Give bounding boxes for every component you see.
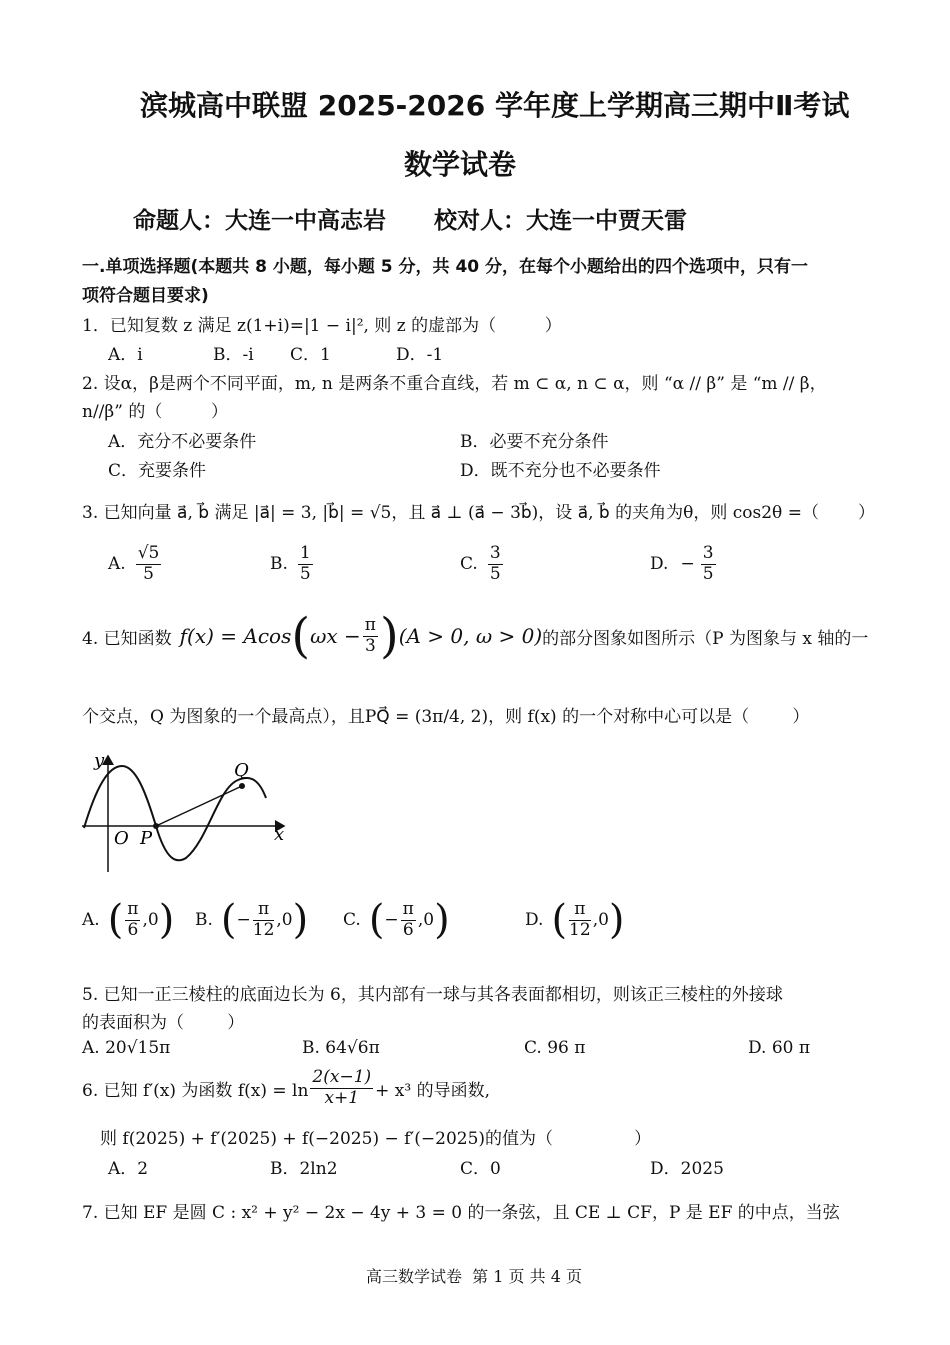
q4-c-close: ) [434,897,450,944]
question-5-line1: 5. 已知一正三棱柱的底面边长为 6，其内部有一球与其各表面都相切，则该正三棱柱的外接球 [82,985,783,1005]
q4-condition: (A > 0, ω > 0) [398,624,543,648]
question-6-line2: 则 f(2025) + f′(2025) + f(−2025) − f′(−2025)的值为（ ） [100,1129,652,1149]
section-heading-line2: 项符合题目要求) [82,286,209,306]
q4-a-numerator: π [127,899,139,919]
q4-a-fraction [125,900,140,940]
q4-open-paren: ( [291,608,311,664]
q6-option-c: C．0 [460,1159,501,1179]
q3-b-denominator: 5 [299,563,311,584]
q5-option-a: A. 20√15π [82,1038,171,1058]
q3-option-a [108,544,163,584]
q1-option-c: C．1 [290,345,331,365]
q6-fraction [310,1068,373,1108]
question-2-line2: n//β” 的（ ） [82,402,228,422]
q3-c-denominator: 5 [489,563,501,584]
q3-d-denominator: 5 [702,563,714,584]
q4-d-tail: ,0 [592,910,609,931]
q4-option-d [525,897,625,944]
q4-a-open: ( [107,897,124,944]
q4-c-numerator: π [402,899,414,919]
q3-option-b-fraction [298,544,313,584]
q4-pi: π [364,614,376,635]
q6-option-b: B．2ln2 [270,1159,338,1179]
origin-label: O [114,828,129,849]
q4-close-paren: ) [379,608,399,664]
point-q [239,783,245,789]
exam-authors: 命题人：大连一中高志岩 校对人：大连一中贾天雷 [133,208,688,234]
q1-option-b: B．-i [213,345,254,365]
q3-option-d-fraction [701,544,716,584]
q4-option-c-label: C. [343,910,361,931]
q6-prefix: 6. 已知 f′(x) 为函数 f(x) = ln [82,1080,309,1101]
q4-c-denominator: 6 [402,919,414,940]
q6-denominator: x+1 [324,1087,360,1108]
exam-title: 滨城高中联盟 2025-2026 学年度上学期高三期中Ⅱ考试 [140,89,850,122]
exam-subject: 数学试卷 [404,148,517,181]
q4-three: 3 [364,635,376,656]
q4-c-sign: − [384,910,399,931]
q3-option-c-label: C. [460,554,478,575]
q4-b-open: ( [220,897,237,944]
q4-a-close: ) [158,897,175,944]
p-label: P [140,828,153,849]
q4-b-denominator: 12 [252,919,275,940]
q3-option-c-fraction [488,544,503,584]
q3-option-a-fraction [136,544,162,584]
question-6-line1 [82,1068,490,1108]
q4-a-tail: ,0 [142,910,159,931]
q4-c-open: ( [368,897,385,944]
q3-a-numerator: √5 [137,543,160,563]
question-5-line2: 的表面积为（ ） [82,1013,245,1033]
q3-option-d [650,544,718,584]
q4-function-graph [78,748,298,878]
q4-d-fraction [569,900,591,940]
q4-option-b [195,897,309,944]
q3-option-a-label: A. [108,554,126,575]
q4-a-denominator: 6 [127,919,139,940]
point-p [153,823,159,829]
x-axis-label: x [274,824,285,845]
q3-d-numerator: 3 [702,543,714,563]
q4-b-close: ) [292,897,309,944]
q4-d-close: ) [608,897,625,944]
q4-prefix: 4. 已知函数 [82,628,172,649]
q4-function-inner: ωx − [310,624,361,648]
q2-option-c: C．充要条件 [108,461,207,481]
q5-option-d: D. 60 π [748,1038,811,1058]
q4-b-tail: ,0 [276,910,293,931]
q6-option-d: D．2025 [650,1159,724,1179]
q4-c-tail: ,0 [417,910,435,931]
q3-option-c [460,544,505,584]
q3-c-numerator: 3 [489,543,501,563]
q4-b-fraction [253,900,275,940]
q2-option-a: A．充分不必要条件 [108,432,257,452]
q4-option-a [82,897,175,944]
question-7-text: 7. 已知 EF 是圆 C : x² + y² − 2x − 4y + 3 = 0 的一条弦，且 CE ⊥ CF，P 是 EF 的中点，当弦 [82,1203,840,1223]
q4-option-d-label: D. [525,910,544,931]
q3-option-b-label: B. [270,554,288,575]
q4-d-numerator: π [569,900,591,921]
q6-suffix: + x³ 的导函数, [375,1080,491,1101]
q3-option-b [270,544,315,584]
q3-option-d-label: D. [650,554,669,575]
q3-option-d-sign: − [680,554,695,575]
q4-c-fraction [401,900,416,940]
question-4-line2: 个交点，Q 为图象的一个最高点），且PQ⃗ = (3π/4, 2)，则 f(x) 的一个对称中心可以是（ ） [82,707,810,727]
q4-function-lhs: f(x) = Acos [179,624,292,648]
q3-a-denominator: 5 [143,563,154,584]
page-footer: 高三数学试卷 第 1 页 共 4 页 [366,1267,582,1286]
q4-option-a-label: A. [82,910,100,931]
q4-suffix: 的部分图象如图所示（P 为图象与 x 轴的一 [542,628,869,649]
question-4-line1 [82,608,869,664]
q4-d-denominator: 12 [569,919,591,940]
q5-option-c: C. 96 π [524,1038,586,1058]
question-3-text: 3. 已知向量 a⃗, b⃗ 满足 |a⃗| = 3, |b⃗| = √5，且 a⃗ ⊥ (a⃗ − 3b⃗)，设 a⃗, b⃗ 的夹角为θ，则 cos2θ =（ [82,503,819,523]
q3-b-numerator: 1 [299,543,311,563]
q4-pi-over-3 [363,616,378,656]
q-label: Q [234,760,249,781]
q1-option-d: D．-1 [396,345,444,365]
pq-segment [156,786,242,826]
q4-b-numerator: π [253,900,275,921]
q4-b-sign: − [236,910,251,931]
q2-option-b: B．必要不充分条件 [460,432,609,452]
question-2-line1: 2. 设α，β是两个不同平面，m, n 是两条不重合直线，若 m ⊂ α, n ⊂ α，则 “α // β” 是 “m // β， [82,374,827,394]
section-heading-line1: 一.单项选择题(本题共 8 小题，每小题 5 分，共 40 分，在每个小题给出的四个选项中，只有一 [82,257,809,277]
q4-option-c [343,897,450,944]
q6-option-a: A．2 [108,1159,149,1179]
y-axis-label: y [94,750,105,771]
q1-option-a: A．i [108,345,143,365]
q5-option-b: B. 64√6π [302,1038,380,1058]
question-1-text: 1．已知复数 z 满足 z(1+i)=|1 − i|², 则 z 的虚部为（ ） [82,316,562,336]
q2-option-d: D．既不充分也不必要条件 [460,461,661,481]
q4-option-b-label: B. [195,910,213,931]
q6-numerator: 2(x−1) [312,1067,372,1087]
q4-d-open: ( [551,897,568,944]
question-3-close: ） [858,503,875,523]
